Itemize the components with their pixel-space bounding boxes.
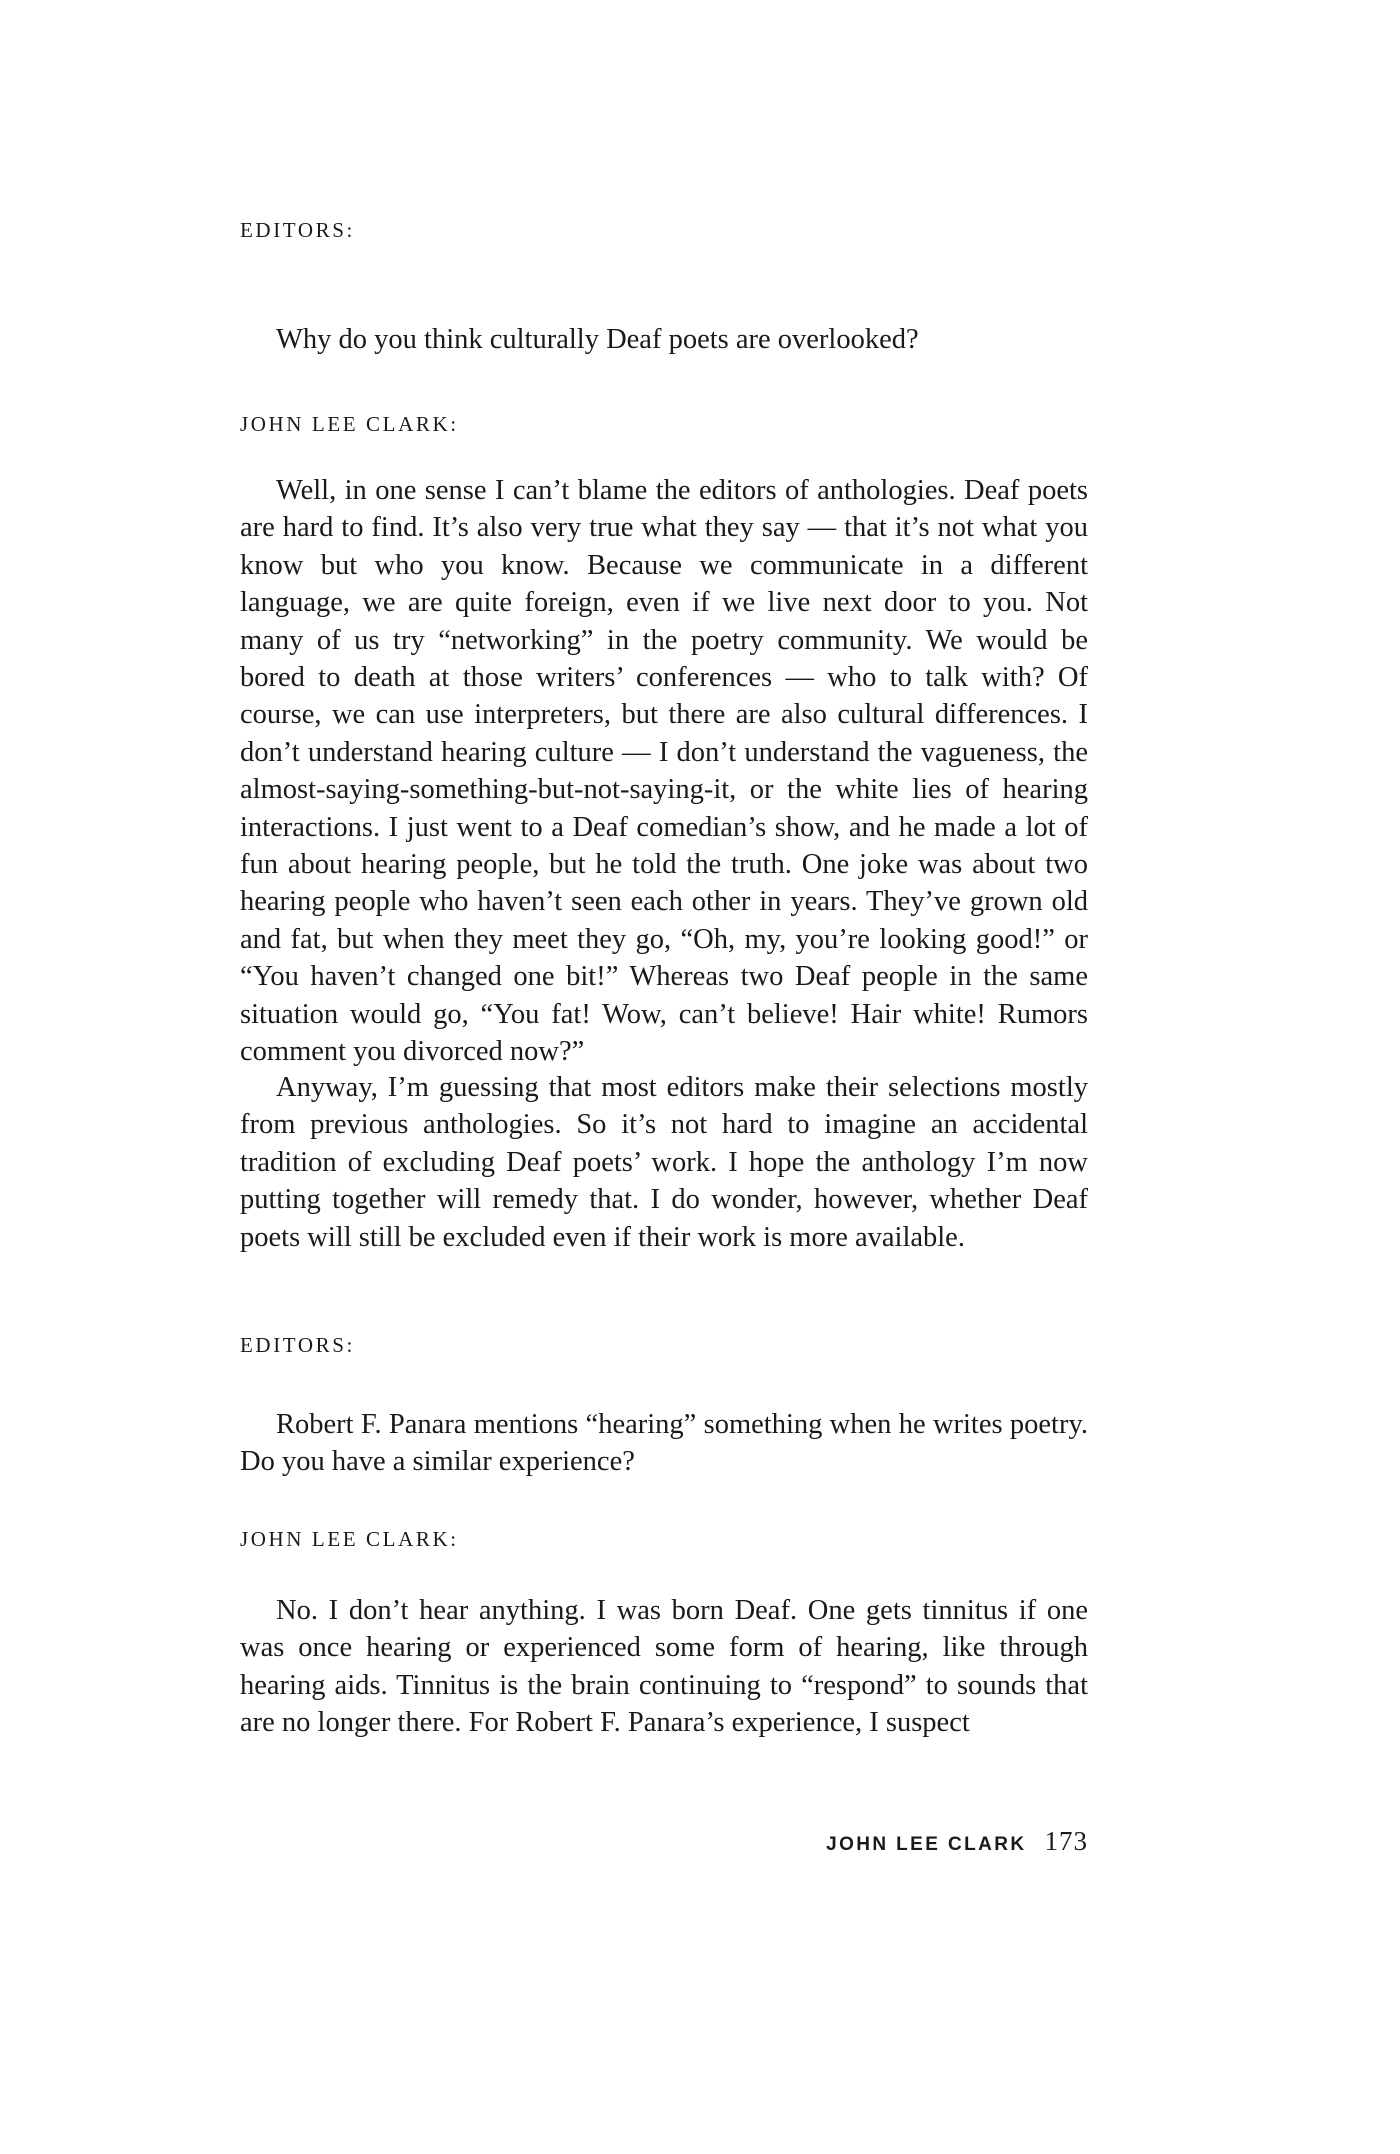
- question-paragraph: [240, 1406, 1088, 1481]
- speaker-label-editors: EDITORS:: [240, 218, 355, 242]
- question-paragraph: [240, 321, 1088, 358]
- question-text: Robert F. Panara mentions “hearing” something when he writes poetry. Do you have a similar experience?: [240, 1409, 1088, 1478]
- answer-paragraph: [240, 1592, 1088, 1742]
- running-head: JOHN LEE CLARK: [826, 1834, 1027, 1855]
- speaker-label-john-lee-clark: JOHN LEE CLARK:: [240, 412, 459, 436]
- answer-paragraph: [240, 472, 1088, 1071]
- speaker-label-john-lee-clark: JOHN LEE CLARK:: [240, 1527, 459, 1551]
- answer-text: Well, in one sense I can’t blame the editors of anthologies. Deaf poets are hard to find. It’s also very true what they say — that it’s not what you know but who you know. Because we communicate in a different language, we are quite foreign, even if we live next door to you. Not many of us try “networking” in the poetry community. We would be bored to death at those writers’ conferences — who to talk with? Of course, we can use interpreters, but there are also cultural differences. I don’t understand hearing culture — I don’t understand the vagueness, the almost-saying-something-but-not-saying-it, or the white lies of hearing interactions. I just went to a Deaf comedian’s show, and he made a lot of fun about hearing people, but he told the truth. One joke was about two hearing people who haven’t seen each other in years. They’ve grown old and fat, but when they meet they go, “Oh, my, you’re looking good!” or “You haven’t changed one bit!” Whereas two Deaf people in the same situation would go, “You fat! Wow, can’t believe! Hair white! Rumors comment you divorced now?”: [240, 475, 1088, 1068]
- page-footer: [240, 1826, 1088, 1857]
- book-page: [240, 0, 1088, 2154]
- answer-text: No. I don’t hear anything. I was born Deaf. One gets tinnitus if one was once hearing or experienced some form of hearing, like through hearing aids. Tinnitus is the brain continuing to “respond” to sounds that are no longer there. For Robert F. Panara’s experience, I suspect: [240, 1595, 1088, 1739]
- answer-paragraph: [240, 1069, 1088, 1256]
- speaker-label-editors: EDITORS:: [240, 1333, 355, 1357]
- question-text: Why do you think culturally Deaf poets are overlooked?: [276, 324, 919, 355]
- answer-text: Anyway, I’m guessing that most editors make their selections mostly from previous anthologies. So it’s not hard to imagine an accidental tradition of excluding Deaf poets’ work. I hope the anthology I’m now putting together will remedy that. I do wonder, however, whether Deaf poets will still be excluded even if their work is more available.: [240, 1072, 1088, 1253]
- page-number: 173: [1044, 1826, 1088, 1856]
